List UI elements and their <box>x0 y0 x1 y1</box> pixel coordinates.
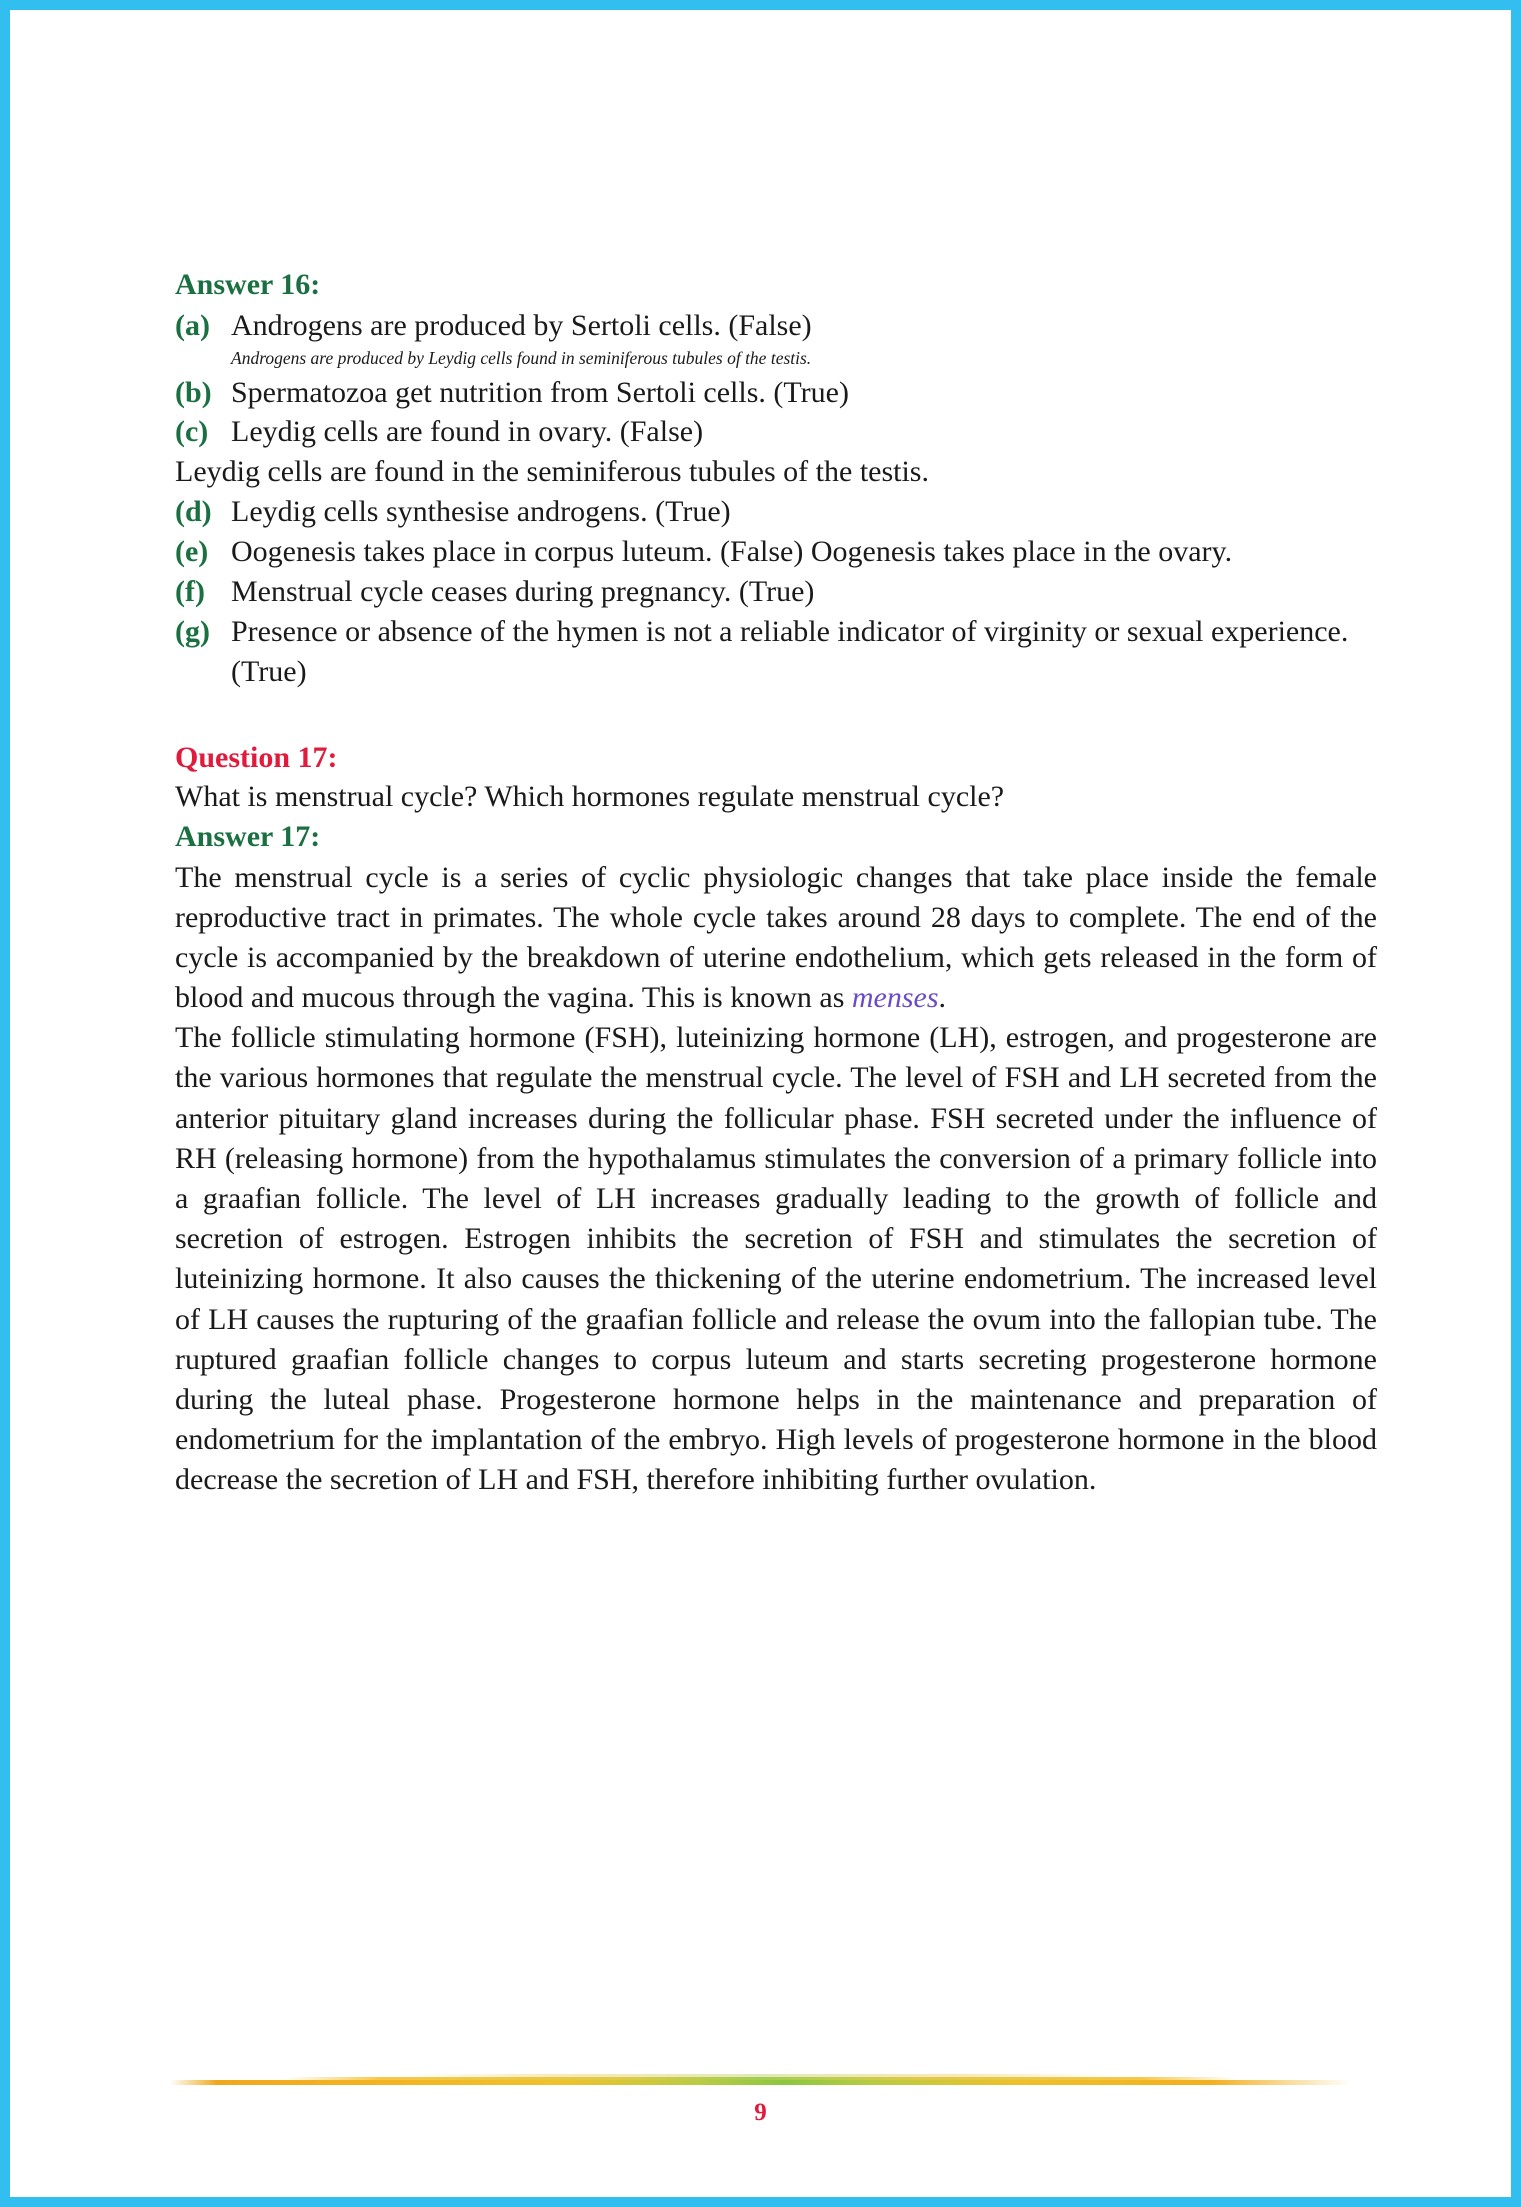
divider-layer-main <box>170 2080 1351 2085</box>
list-item <box>175 373 1377 413</box>
paragraph-1-lead: The menstrual cycle is a series of cyclic physiologic changes that take place inside the female reproductive tract in primates. The whole cycle takes around 28 days to complete. The end of the cycle is accompanied by the breakdown of uterine endothelium, which gets released in the form of blood and mucous through the vagina. This is known as <box>175 860 1377 1015</box>
list-item-text: Leydig cells are found in ovary. (False) <box>231 415 704 449</box>
answer-16-heading: Answer 16: <box>175 268 321 301</box>
question-17-heading: Question 17: <box>175 740 338 774</box>
menses-term: menses <box>851 981 939 1015</box>
answer-17-paragraph-1 <box>175 858 1377 1019</box>
list-item <box>175 306 1377 346</box>
answer-17-heading: Answer 17: <box>175 819 321 853</box>
list-marker: (g) <box>175 614 210 648</box>
list-marker: (b) <box>175 375 212 409</box>
list-marker: (e) <box>175 535 209 569</box>
list-item <box>175 412 1377 452</box>
list-item-text: Leydig cells synthesise androgens. (True) <box>231 495 731 529</box>
page-number: 9 <box>754 2099 767 2126</box>
page-sheet <box>10 10 1511 2197</box>
answer-16-list <box>175 306 1377 692</box>
section-spacer <box>175 692 1377 738</box>
list-item-text: Spermatozoa get nutrition from Sertoli cells. (True) <box>231 375 849 409</box>
question-17-text: What is menstrual cycle? Which hormones regulate menstrual cycle? <box>175 779 1005 813</box>
document-content <box>175 265 1377 1501</box>
answer-17-paragraph-2: The follicle stimulating hormone (FSH), luteinizing hormone (LH), estrogen, and progesterone are the various hormones that regulate the menstrual cycle. The level of FSH and LH secreted from the anterior pituitary gland increases during the follicular phase. FSH secreted under the influence of RH (releasing hormone) from the hypothalamus stimulates the conversion of a primary follicle into a graafian follicle. The level of LH increases gradually leading to the growth of follicle and secretion of estrogen. Estrogen inhibits the secretion of FSH and stimulates the secretion of luteinizing hormone. It also causes the thickening of the uterine endometrium. The increased level of LH causes the rupturing of the graafian follicle and release the ovum into the fallopian tube. The ruptured graafian follicle changes to corpus luteum and starts secreting progesterone hormone during the luteal phase. Progesterone hormone helps in the maintenance and preparation of endometrium for the implantation of the embryo. High levels of progesterone hormone in the blood decrease the secretion of LH and FSH, therefore inhibiting further ovulation. <box>175 1021 1377 1497</box>
list-marker: (c) <box>175 415 209 449</box>
list-item <box>175 532 1377 572</box>
list-marker: (f) <box>175 574 205 608</box>
unindented-explanation: Leydig cells are found in the seminiferous tubules of the testis. <box>175 455 929 489</box>
list-item <box>175 492 1377 532</box>
list-item-text: Presence or absence of the hymen is not a reliable indicator of virginity or sexual experience. (True) <box>231 614 1349 688</box>
list-item-text: Androgens are produced by Sertoli cells. (False) <box>231 309 812 342</box>
list-item <box>175 612 1377 692</box>
list-item-note: Androgens are produced by Leydig cells found in seminiferous tubules of the testis. <box>231 347 812 368</box>
list-item <box>175 572 1377 612</box>
paragraph-1-tail: . <box>938 981 947 1015</box>
decorative-divider <box>10 2071 1511 2093</box>
list-item-text: Menstrual cycle ceases during pregnancy. (True) <box>231 574 815 608</box>
list-marker: (d) <box>175 495 212 529</box>
list-item-text: Oogenesis takes place in corpus luteum. (False) Oogenesis takes place in the ovary. <box>231 535 1233 569</box>
page-footer <box>10 2071 1511 2161</box>
list-marker: (a) <box>175 309 210 342</box>
